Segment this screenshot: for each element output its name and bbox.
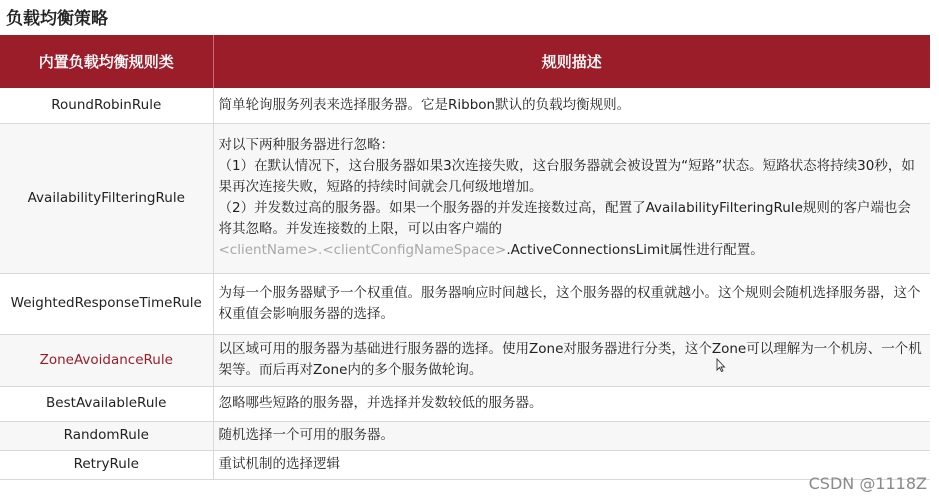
rule-desc: 重试机制的选择逻辑 (213, 450, 930, 479)
table-row (0, 450, 930, 479)
table-row (0, 88, 930, 123)
rule-name: AvailabilityFilteringRule (0, 123, 213, 273)
desc-line: （1）在默认情况下，这台服务器如果3次连接失败，这台服务器就会被设置为“短路”状态。短路状态将持续30秒，如果再次连接失败，短路的持续时间就会几何级地增加。 (218, 158, 915, 195)
rule-desc: 随机选择一个可用的服务器。 (213, 421, 930, 450)
rule-name: RandomRule (0, 421, 213, 450)
table-row (0, 421, 930, 450)
mouse-cursor-icon (716, 358, 726, 372)
table-row (0, 123, 930, 273)
table-row (0, 334, 930, 386)
page-title: 负载均衡策略 (6, 9, 108, 29)
table-row (0, 386, 930, 421)
rule-desc (213, 123, 930, 273)
desc-text: （2）并发数过高的服务器。如果一个服务器的并发连接数过高，配置了AvailabilityFilteringRule规则的客户端也会将其忽略。并发连接数的上限，可以由客户端的 (218, 200, 911, 237)
table-row (0, 273, 930, 334)
rule-name: BestAvailableRule (0, 386, 213, 421)
desc-line: 对以下两种服务器进行忽略： (218, 137, 394, 153)
rule-desc: 简单轮询服务列表来选择服务器。它是Ribbon默认的负载均衡规则。 (213, 88, 930, 123)
rules-table (0, 35, 930, 480)
rule-name: ZoneAvoidanceRule (0, 334, 213, 386)
header-rule-class: 内置负载均衡规则类 (0, 35, 213, 88)
desc-tail: .ActiveConnectionsLimit属性进行配置。 (506, 242, 764, 258)
rule-desc: 忽略哪些短路的服务器，并选择并发数较低的服务器。 (213, 386, 930, 421)
header-rule-description: 规则描述 (213, 35, 930, 88)
desc-line (219, 198, 925, 261)
desc-code-grey: <clientName>.<clientConfigNameSpace> (218, 242, 507, 258)
rule-name: WeightedResponseTimeRule (0, 273, 213, 334)
watermark: CSDN @1118Z (808, 474, 927, 493)
rule-name: RetryRule (0, 450, 213, 479)
table-header-row (0, 35, 930, 88)
rule-desc: 为每一个服务器赋予一个权重值。服务器响应时间越长，这个服务器的权重就越小。这个规则会随机选择服务器，这个权重值会影响服务器的选择。 (213, 273, 930, 334)
rule-desc: 以区域可用的服务器为基础进行服务器的选择。使用Zone对服务器进行分类，这个Zone可以理解为一个机房、一个机架等。而后再对Zone内的多个服务做轮询。 (213, 334, 930, 386)
rule-name: RoundRobinRule (0, 88, 213, 123)
